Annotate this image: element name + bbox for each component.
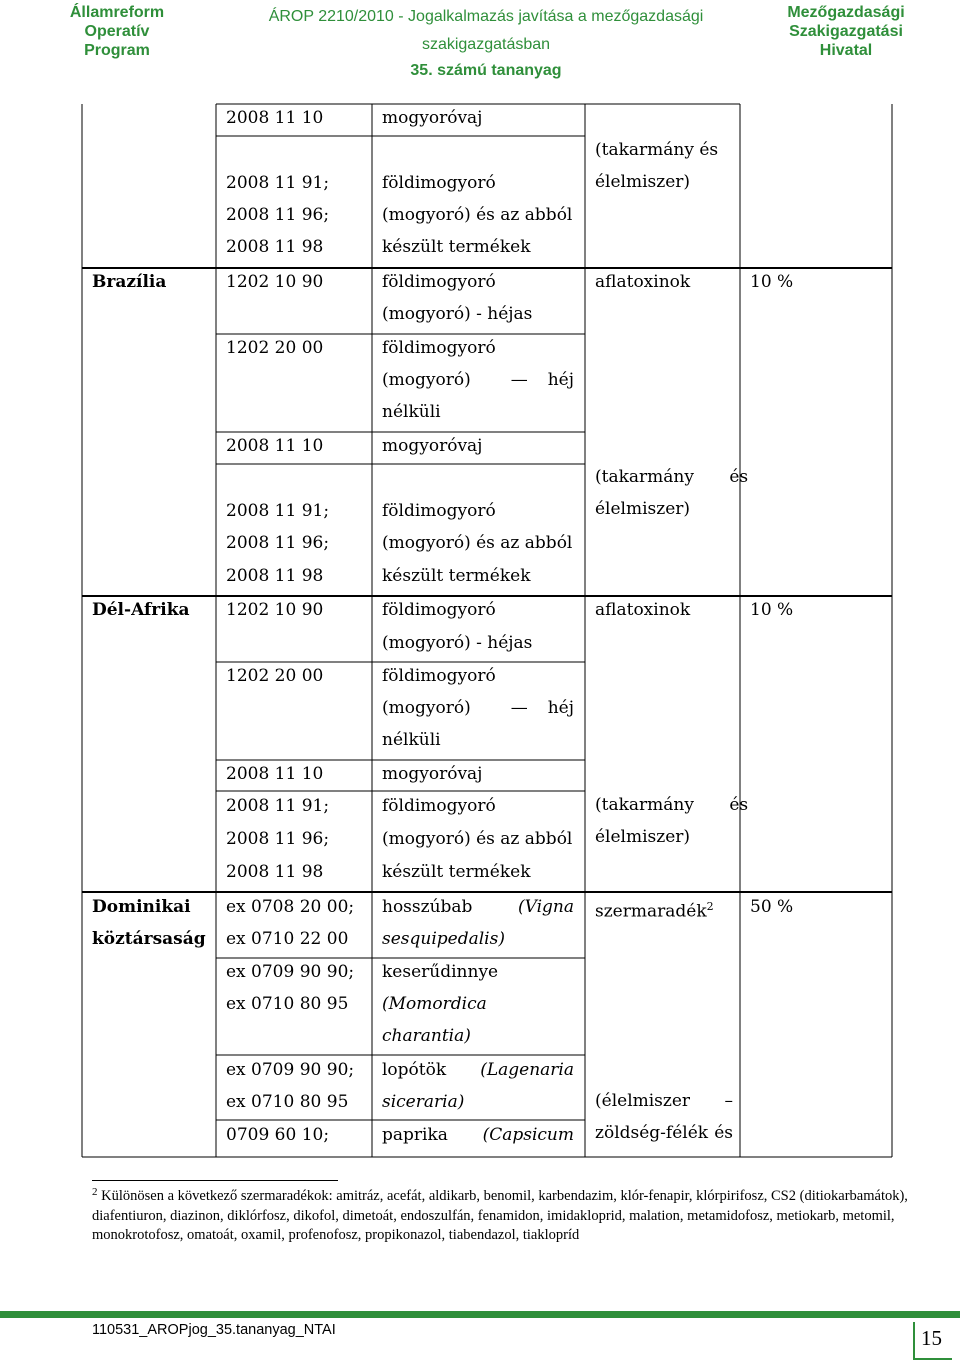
page-number: 15 <box>921 1326 942 1350</box>
hazard-note-word: zöldség-félék <box>595 1123 709 1143</box>
cell-desc: (mogyoró) és az abból <box>382 829 573 849</box>
cell-code: 0709 60 10; <box>226 1125 330 1145</box>
cell-desc-line <box>382 698 574 718</box>
cell-hazard <box>595 897 714 922</box>
header-right-line3: Hivatal <box>819 42 873 59</box>
cell-desc: földimogyoró <box>382 796 496 816</box>
cell-desc: charantia) <box>382 1026 471 1046</box>
header-right-line2: Szakigazgatási <box>789 23 903 40</box>
footnote-separator <box>92 1180 338 1181</box>
cell-desc: siceraria) <box>382 1092 465 1112</box>
cell-code: ex 0710 80 95 <box>226 1092 349 1112</box>
desc-word: (mogyoró) <box>382 698 471 718</box>
cell-hazard: aflatoxinok <box>595 600 691 620</box>
cell-code: 2008 11 98 <box>226 566 324 586</box>
cell-code: 2008 11 10 <box>226 436 324 456</box>
cell-code: 2008 11 91; <box>226 501 330 521</box>
cell-desc: készült termékek <box>382 862 531 882</box>
cell-desc: készült termékek <box>382 237 531 257</box>
cell-code: 2008 11 91; <box>226 173 330 193</box>
desc-word: (Capsicum <box>482 1125 574 1145</box>
footnote-text: Különösen a következő szermaradékok: amitráz, acefát, aldikarb, benomil, karbendazim, klór-fenapir, klórpirifosz, CS2 (ditiokarbamátok), diafentiuron, diazinon, diklórfosz, dikofol, dimetoát, endoszulfán, fenamidon, imidakloprid, malation, metamidofosz, metiokarb, metomil, monokrotofosz, omatoát, oxamil, profenofosz, propikonazol, tiabendazol, tiaklopríd <box>92 1188 908 1243</box>
country-name: köztársaság <box>92 929 206 949</box>
header-center <box>236 3 736 85</box>
dash-glyph: — <box>510 370 528 390</box>
cell-hazard-note <box>595 140 731 160</box>
cell-desc: (mogyoró) és az abból <box>382 533 573 553</box>
cell-desc: földimogyoró <box>382 501 496 521</box>
desc-word: hosszúbab <box>382 897 473 917</box>
cell-code: 2008 11 96; <box>226 533 330 553</box>
cell-desc: sesquipedalis) <box>382 929 505 949</box>
dash-glyph: — <box>510 698 528 718</box>
cell-desc: mogyoróvaj <box>382 436 483 456</box>
desc-word: paprika <box>382 1125 448 1145</box>
cell-code: 1202 20 00 <box>226 666 324 686</box>
cell-code: 2008 11 96; <box>226 829 330 849</box>
cell-hazard-note: (takarmány és <box>595 467 749 487</box>
cell-desc: mogyoróvaj <box>382 764 483 784</box>
header-center-line2: szakigazgatásban <box>421 36 551 53</box>
desc-word: (Vigna <box>517 897 574 917</box>
cell-hazard-note-2: élelmiszer) <box>595 172 691 192</box>
hazard-note-dash: – <box>724 1091 733 1111</box>
hazard-note-word: (élelmiszer <box>595 1091 691 1111</box>
header-left <box>56 3 178 60</box>
cell-hazard-note: (takarmány és <box>595 795 749 815</box>
country-name: Dominikai <box>92 897 191 917</box>
cell-code: 2008 11 91; <box>226 796 330 816</box>
header-right <box>770 3 922 60</box>
cell-desc: földimogyoró <box>382 666 496 686</box>
cell-desc-line <box>382 1060 574 1080</box>
cell-code: 2008 11 98 <box>226 862 324 882</box>
desc-word: (mogyoró) <box>382 370 471 390</box>
header-left-line1: Államreform <box>69 4 165 21</box>
footnote-marker: 2 <box>92 1186 98 1198</box>
cell-desc-line <box>382 370 574 390</box>
cell-code: 2008 11 98 <box>226 237 324 257</box>
header-center-line3: 35. számú tananyag <box>410 62 562 79</box>
cell-desc-line <box>382 1125 574 1145</box>
cell-hazard: aflatoxinok <box>595 272 691 292</box>
country-name: Dél-Afrika <box>92 600 190 620</box>
hazard-word: szermaradék <box>595 901 707 922</box>
footer-doc-id: 110531_AROPjog_35.tananyag_NTAI <box>92 1322 336 1338</box>
cell-desc: mogyoróvaj <box>382 108 483 128</box>
cell-desc: készült termékek <box>382 566 531 586</box>
cell-code: ex 0709 90 90; <box>226 1060 355 1080</box>
cell-hazard-note <box>595 1123 733 1143</box>
cell-frequency: 50 % <box>750 897 794 917</box>
footnote-ref: 2 <box>706 900 714 913</box>
cell-frequency: 10 % <box>750 600 794 620</box>
cell-desc: földimogyoró <box>382 338 496 358</box>
footnote <box>92 1187 928 1246</box>
cell-desc: földimogyoró <box>382 600 496 620</box>
cell-desc: földimogyoró <box>382 173 496 193</box>
cell-code: 1202 20 00 <box>226 338 324 358</box>
cell-code: 2008 11 10 <box>226 108 324 128</box>
cell-hazard-note: élelmiszer) <box>595 827 691 847</box>
cell-code: ex 0710 80 95 <box>226 994 349 1014</box>
header-left-line2: Operatív <box>84 23 150 40</box>
header-left-line3: Program <box>84 42 150 59</box>
cell-code: ex 0710 22 00 <box>226 929 349 949</box>
cell-desc: (mogyoró) - héjas <box>382 304 533 324</box>
cell-hazard-note: élelmiszer) <box>595 499 691 519</box>
cell-code: 2008 11 96; <box>226 205 330 225</box>
cell-desc: (mogyoró) - héjas <box>382 633 533 653</box>
cell-code: ex 0709 90 90; <box>226 962 355 982</box>
hazard-note-word: (takarmány és <box>595 140 719 160</box>
cell-code: 1202 10 90 <box>226 272 324 292</box>
cell-desc: nélküli <box>382 730 441 750</box>
cell-desc: keserűdinnye <box>382 962 499 982</box>
cell-desc: (Momordica <box>382 994 487 1014</box>
header-center-line1: ÁROP 2210/2010 - Jogalkalmazás javítása a mezőgazdasági <box>268 8 704 25</box>
cell-code: 1202 10 90 <box>226 600 324 620</box>
cell-frequency: 10 % <box>750 272 794 292</box>
desc-word: lopótök <box>382 1060 447 1080</box>
footer-rule <box>0 1311 960 1318</box>
header-right-line1: Mezőgazdasági <box>787 4 905 21</box>
cell-desc: (mogyoró) és az abból <box>382 205 573 225</box>
desc-word: (Lagenaria <box>480 1060 574 1080</box>
country-name: Brazília <box>92 272 167 292</box>
cell-code: 2008 11 10 <box>226 764 324 784</box>
cell-code: ex 0708 20 00; <box>226 897 355 917</box>
cell-desc: földimogyoró <box>382 272 496 292</box>
hazard-note-word: és <box>714 1123 733 1143</box>
desc-word: héj <box>547 370 574 390</box>
cell-hazard-note <box>595 1091 733 1111</box>
cell-desc: nélküli <box>382 402 441 422</box>
cell-desc-line <box>382 897 574 917</box>
desc-word: héj <box>547 698 574 718</box>
